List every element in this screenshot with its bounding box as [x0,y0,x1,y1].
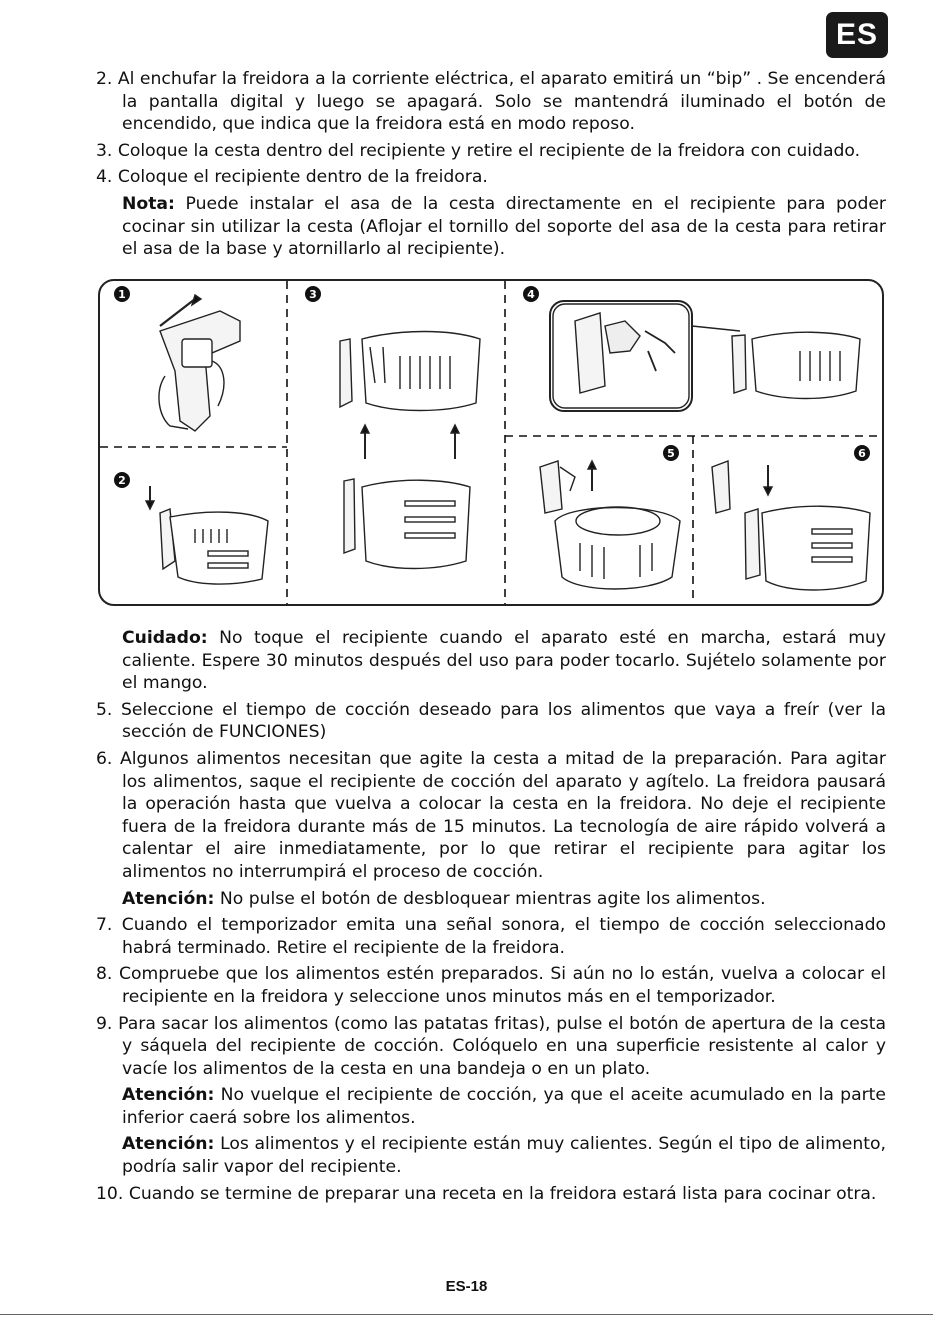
atencion-text: No pulse el botón de desbloquear mientras agite los alimentos. [219,888,766,909]
cuidado-paragraph [96,627,886,695]
item-text: Cuando el temporizador emita una señal sonora, el tiempo de cocción seleccionado habrá terminado. Retire el recipiente de la freidora. [121,915,886,958]
step-badge-4 [523,286,539,302]
atencion-label: Atención: [122,1085,215,1106]
panel-3-basket-lift [340,332,480,569]
list-item-7 [96,914,886,959]
item-text: Cuando se termine de preparar una receta en la freidora estará lista para cocinar otra. [128,1183,877,1204]
panel-4-screw-detail [550,301,860,411]
item-number: 9. [96,1013,113,1034]
item-text: Algunos alimentos necesitan que agite la cesta a mitad de la preparación. Para agitar los alimentos, saque el recipiente de cocción del aparato y agítelo. La freidora pausará la operación hasta que vuelva a colocar la cesta en la freidora. No deje el recipiente fuera de la freidora durante más de 15 minutos. La tecnología de aire rápido volverá a calentar el aire inmediatamente, por lo que retirar el recipiente para agitar los alimentos no interrumpirá el proceso de cocción. [119,748,886,882]
atencion-paragraph-1 [96,888,886,911]
atencion-text: No vuelque el recipiente de cocción, ya que el aceite acumulado en la parte inferior caerá sobre los alimentos. [122,1085,886,1128]
item-text: Al enchufar la freidora a la corriente eléctrica, el aparato emitirá un “bip” . Se encenderá la pantalla digital y luego se apagará. Solo se mantendrá iluminado el botón de encendido, que indica que la freidora está en modo reposo. [117,69,886,135]
step-badge-1 [114,286,130,302]
item-number: 8. [96,964,113,985]
list-item-8 [96,963,886,1008]
svg-text:1: 1 [118,288,126,301]
page-divider [0,1314,933,1315]
atencion-text: Los alimentos y el recipiente están muy calientes. Según el tipo de alimento, podría salir vapor del recipiente. [122,1134,886,1178]
list-item-2 [96,68,886,136]
panel-6-attach-to-pan [712,461,870,590]
instructions-bottom [96,627,886,1209]
item-number: 3. [96,140,113,161]
svg-text:3: 3 [309,288,317,301]
item-text: Compruebe que los alimentos estén preparados. Si aún no lo están, vuelva a colocar el recipiente en la freidora y seleccione unos minutos más en el temporizador. [118,964,886,1007]
cuidado-label: Cuidado: [122,628,208,648]
nota-paragraph [96,193,886,261]
svg-text:6: 6 [858,447,866,460]
atencion-paragraph-2 [96,1084,886,1129]
item-text: Coloque el recipiente dentro de la freidora. [117,167,488,188]
panel-1-handle-in-hand [159,295,240,431]
item-number: 10. [96,1183,124,1204]
panel-5-remove-handle [540,461,680,589]
item-text: Seleccione el tiempo de cocción deseado para los alimentos que vaya a freír (ver la sección de FUNCIONES) [121,699,886,743]
list-item-6 [96,748,886,884]
item-number: 6. [96,748,113,769]
nota-label: Nota: [122,193,175,214]
item-number: 4. [96,167,113,188]
svg-text:2: 2 [118,474,126,487]
svg-text:5: 5 [667,447,675,460]
assembly-illustration [98,279,884,606]
list-item-10 [96,1183,886,1206]
step-badge-3 [305,286,321,302]
cuidado-text: No toque el recipiente cuando el aparato esté en marcha, estará muy caliente. Espere 30 minutos después del uso para poder tocarlo. Sujételo solamente por el mango. [122,628,886,694]
step-badge-2 [114,472,130,488]
assembly-drawing [100,281,884,606]
atencion-label: Atención: [122,1134,215,1155]
item-number: 5. [96,699,113,720]
item-text: Para sacar los alimentos (como las patatas fritas), pulse el botón de apertura de la cesta y sáquela del recipiente de cocción. Colóquelo en una superficie resistente al calor y vacíe los alimentos de la cesta en una bandeja o en un plato. [118,1013,887,1079]
item-number: 7. [96,915,113,936]
atencion-label: Atención: [122,888,215,909]
nota-text: Puede instalar el asa de la cesta directamente en el recipiente para poder cocinar sin utilizar la cesta (Aflojar el tornillo del soporte del asa de la cesta para retirar el asa de la base y atornillarlo al recipiente). [122,193,886,260]
language-badge: ES [826,12,888,58]
step-badge-6 [854,445,870,461]
page-number: ES-18 [445,1278,488,1295]
atencion-paragraph-3 [96,1133,886,1178]
list-item-9 [96,1013,886,1081]
panel-2-handle-on-basket [146,486,268,584]
item-number: 2. [96,69,113,89]
instructions-top [96,68,886,265]
list-item-5 [96,699,886,744]
list-item-3 [96,140,886,163]
step-badge-5 [663,445,679,461]
item-text: Coloque la cesta dentro del recipiente y retire el recipiente de la freidora con cuidado. [117,140,861,161]
svg-text:4: 4 [527,288,535,301]
list-item-4 [96,166,886,189]
